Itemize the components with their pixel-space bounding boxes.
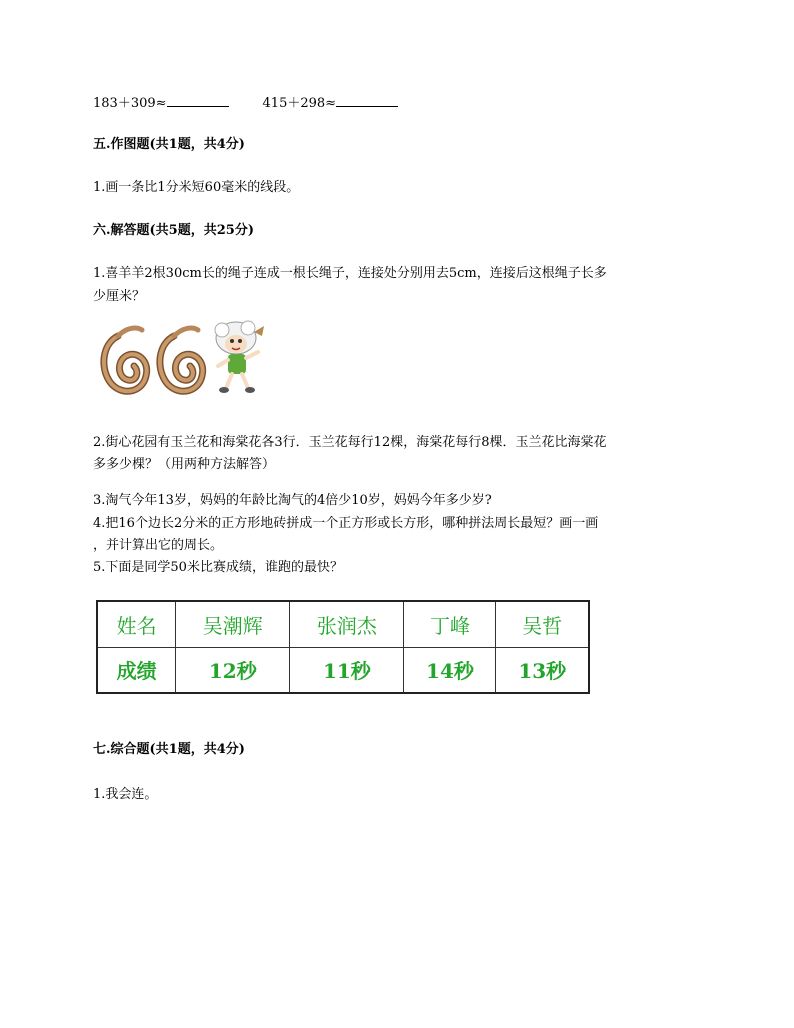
- rope-coil-1-icon: [104, 328, 147, 391]
- table-cell: 姓名: [97, 601, 176, 647]
- section5-question-1: 1.画一条比1分米短60毫米的线段。: [93, 180, 300, 195]
- table-cell: 14秒: [404, 647, 496, 693]
- section6-heading: 六.解答题(共5题，共25分): [93, 223, 254, 238]
- section6-q5: 5.下面是同学50米比赛成绩，谁跑的最快？: [93, 560, 343, 575]
- section7-question-1: 1.我会连。: [93, 787, 158, 802]
- answer-blank-1[interactable]: [167, 94, 229, 107]
- rope-coil-2-icon: [160, 328, 203, 391]
- section6-q1-line1: 1.喜羊羊2根30cm长的绳子连成一根长绳子，连接处分别用去5cm，连接后这根绳子长多: [93, 266, 607, 281]
- section5-heading: 五.作图题(共1题，共4分): [93, 137, 245, 152]
- table-header-row: [97, 601, 589, 647]
- table-cell: 张润杰: [290, 601, 404, 647]
- table-cell: 12秒: [176, 647, 290, 693]
- estimate-expr-1: 183＋309≈: [93, 96, 167, 111]
- estimate-expr-2: 415＋298≈: [262, 96, 337, 111]
- table-cell: 成绩: [97, 647, 176, 693]
- table-cell: 吴哲: [496, 601, 589, 647]
- table-cell: 11秒: [290, 647, 404, 693]
- table-cell: 丁峰: [404, 601, 496, 647]
- answer-blank-2[interactable]: [336, 94, 398, 107]
- section6-q3: 3.淘气今年13岁，妈妈的年龄比淘气的4倍少10岁，妈妈今年多少岁?: [93, 493, 492, 508]
- table-cell: 13秒: [496, 647, 589, 693]
- table-cell: 吴潮辉: [176, 601, 290, 647]
- section6-q2-line2: 多多少棵？（用两种方法解答）: [93, 457, 276, 472]
- table-row: [97, 647, 589, 693]
- section6-q4-line1: 4.把16个边长2分米的正方形地砖拼成一个正方形或长方形，哪种拼法周长最短？画一画: [93, 516, 599, 531]
- section6-q2-line1: 2.街心花园有玉兰花和海棠花各3行．玉兰花每行12棵，海棠花每行8棵．玉兰花比海棠花: [93, 435, 607, 450]
- estimate-line: [93, 94, 398, 114]
- section6-q1-line2: 少厘米？: [93, 289, 146, 304]
- race-results-table: [96, 600, 590, 694]
- section6-q4-line2: ，并计算出它的周长。: [93, 538, 224, 553]
- rope-sheep-illustration: [96, 318, 272, 396]
- sheep-icon: [215, 321, 264, 393]
- section7-heading: 七.综合题(共1题，共4分): [93, 742, 245, 757]
